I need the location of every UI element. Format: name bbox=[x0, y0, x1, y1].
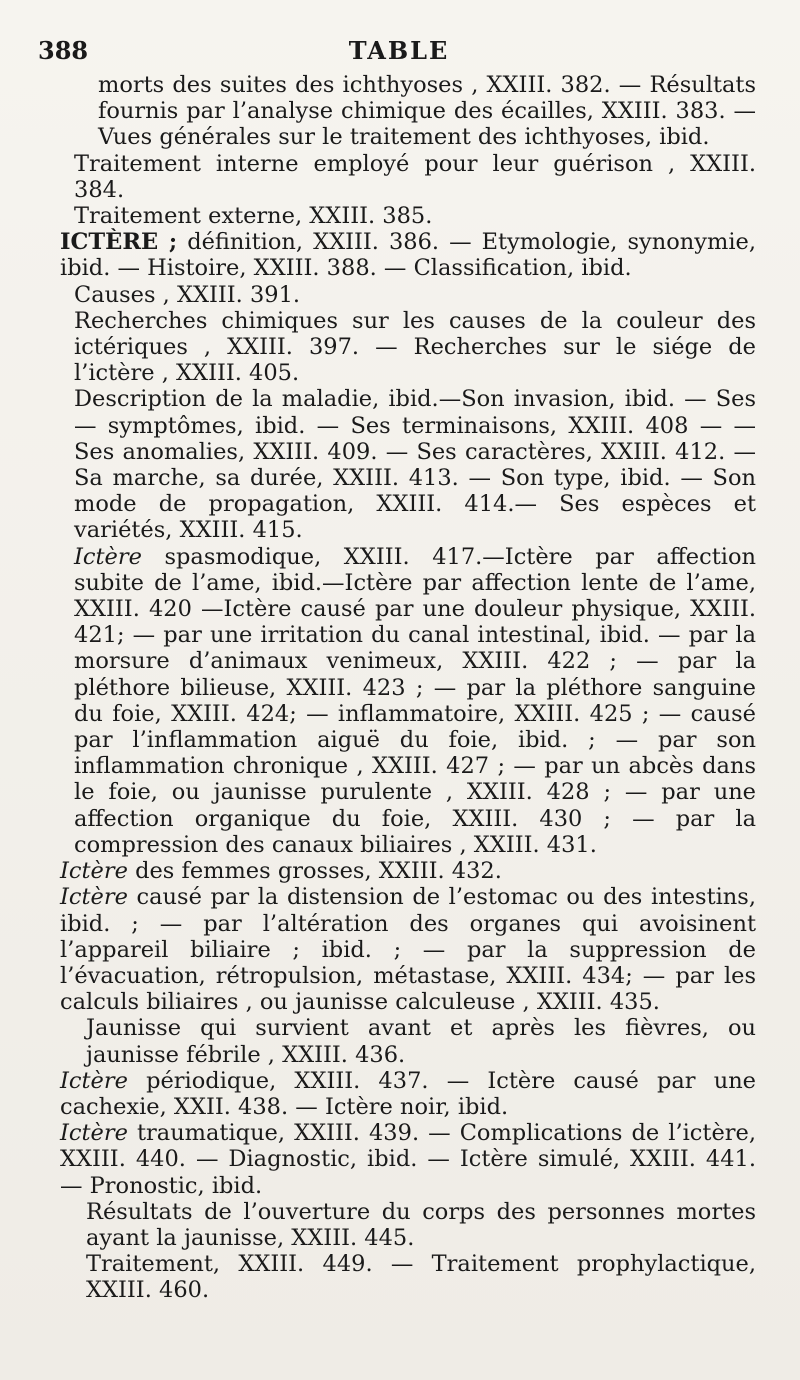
page-header bbox=[38, 36, 760, 76]
entry-text: Recherches chimiques sur les causes de la couleur des ictériques , XXIII. 397. — Recherches sur le siége de l’ictère , XXIII. 405. bbox=[74, 307, 756, 387]
entry-heading: Ictère bbox=[60, 1120, 128, 1147]
index-entry bbox=[74, 544, 756, 858]
index-entry bbox=[60, 858, 756, 884]
entry-text: Description de la maladie, ibid.—Son invasion, ibid. — Ses — symptômes, ibid. — Ses terminaisons, XXIII. 408 — —Ses anomalies, XXIII. 409. — Ses caractères, XXIII. 412. — Sa marche, sa durée, XXIII. 413. — Son type, ibid. — Son mode de propagation, XXIII. 414.— Ses espèces et variétés, XXIII. 415. bbox=[74, 386, 756, 544]
index-entry bbox=[86, 1251, 756, 1303]
entry-text: causé par la distension de l’estomac ou des intestins, ibid. ; — par l’altération des organes qui avoisinent l’appareil biliaire ; ibid. ; — par la suppression de l’évacuation, rétropulsion, métastase, XXIII. 434; — par les calculs biliaires , ou jaunisse calculeuse , XXIII. 435. bbox=[60, 884, 756, 1016]
index-entry bbox=[74, 282, 756, 308]
index-entry bbox=[60, 1120, 756, 1199]
index-entry bbox=[98, 72, 756, 151]
index-entry bbox=[86, 1199, 756, 1251]
entry-heading: ICTÈRE ; bbox=[60, 229, 178, 256]
entry-heading: Ictère bbox=[60, 858, 128, 885]
index-entry bbox=[60, 229, 756, 281]
entry-text: Résultats de l’ouverture du corps des personnes mortes ayant la jaunisse, XXIII. 445. bbox=[86, 1198, 756, 1251]
entry-heading: Ictère bbox=[60, 884, 128, 911]
index-entries bbox=[60, 72, 756, 1304]
entry-text: morts des suites des ichthyoses , XXIII. 382. — Résultats fournis par l’analyse chimique des écailles, XXIII. 383. — Vues générales sur le traitement des ichthyoses, ibid. bbox=[98, 72, 756, 151]
index-entry bbox=[60, 1068, 756, 1120]
index-entry bbox=[74, 308, 756, 387]
index-entry bbox=[74, 203, 756, 229]
entry-text: spasmodique, XXIII. 417.—Ictère par affection subite de l’ame, ibid.—Ictère par affection lente de l’ame, XXIII. 420 —Ictère causé par une douleur physique, XXIII. 421; — par une irritation du canal intestinal, ibid. — par la morsure d’animaux venimeux, XXIII. 422 ; — par la pléthore bilieuse, XXIII. 423 ; — par la pléthore sanguine du foie, XXIII. 424; — inflammatoire, XXIII. 425 ; — causé par l’inflammation aiguë du foie, ibid. ; — par son inflammation chronique , XXIII. 427 ; — par un abcès dans le foie, ou jaunisse purulente , XXIII. 428 ; — par une affection organique du foie, XXIII. 430 ; — par la compression des canaux biliaires , XXIII. 431. bbox=[74, 543, 756, 858]
entry-text: Traitement interne employé pour leur guérison , XXIII. 384. bbox=[74, 150, 756, 203]
entry-text: Jaunisse qui survient avant et après les fièvres, ou jaunisse fébrile , XXIII. 436. bbox=[86, 1015, 756, 1068]
entry-heading: Ictère bbox=[60, 1067, 128, 1094]
index-entry bbox=[60, 884, 756, 1015]
entry-heading: Ictère bbox=[74, 543, 142, 570]
running-title: TABLE bbox=[348, 36, 450, 65]
entry-text: traumatique, XXIII. 439. — Complications de l’ictère, XXIII. 440. — Diagnostic, ibid. — Ictère simulé, XXIII. 441. — Pronostic, ibid. bbox=[60, 1120, 756, 1199]
entry-text: des femmes grosses, XXIII. 432. bbox=[127, 858, 502, 885]
index-entry bbox=[74, 386, 756, 543]
entry-text: Traitement externe, XXIII. 385. bbox=[74, 203, 433, 230]
index-entry bbox=[86, 1015, 756, 1067]
page-number: 388 bbox=[38, 36, 89, 65]
index-entry bbox=[74, 151, 756, 203]
entry-text: définition, XXIII. 386. — Etymologie, synonymie, ibid. — Histoire, XXIII. 388. — Classification, ibid. bbox=[60, 229, 756, 282]
entry-text: périodique, XXIII. 437. — Ictère causé par une cachexie, XXII. 438. — Ictère noir, ibid. bbox=[60, 1067, 756, 1120]
entry-text: Causes , XXIII. 391. bbox=[74, 281, 301, 308]
entry-text: Traitement, XXIII. 449. — Traitement prophylactique, XXIII. 460. bbox=[86, 1251, 756, 1304]
